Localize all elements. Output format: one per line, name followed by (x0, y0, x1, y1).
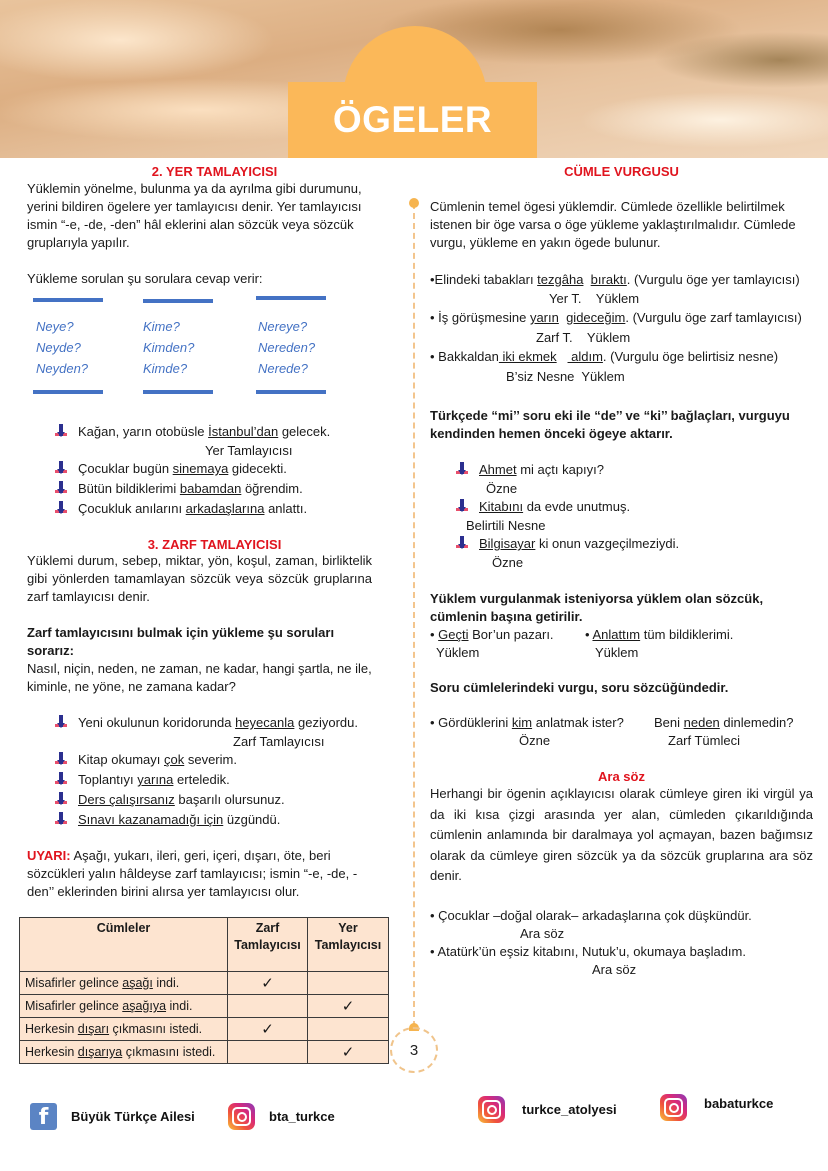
divider-bar (33, 298, 103, 302)
question-item: Neyden? (36, 361, 89, 376)
sentence-cell: Misafirler gelince aşağı indi. (20, 972, 228, 995)
arrow-bullet-icon (53, 812, 69, 826)
list-item: • Gördüklerini kim anlatmak ister? Özne (430, 715, 624, 748)
question-item: Kime? (143, 319, 180, 334)
yer-check-cell (308, 1018, 389, 1041)
question-item: Nereye? (258, 319, 308, 334)
list-item: Sınavı kazanamadığı için üzgündü. (53, 810, 372, 830)
zarf-questions-text: Nasıl, niçin, neden, ne zaman, ne kadar, hangi şartla, ne ile, kiminle, ne yöne, ne zamana kadar? (27, 661, 372, 694)
list-item: • Bakkaldan iki ekmek aldım. (Vurgulu öge belirtisiz nesne) (430, 349, 779, 364)
column-header: Cümleler (20, 918, 228, 972)
question-column-nere (258, 316, 315, 379)
ara-soz-definition: Herhangi bir ögenin açıklayıcısı olarak cümleye giren iki virgül ya da iki kısa çizgi arasında yer alan, cümleden çıkarıldığında cümlenin anlamında bir daralmaya yol açmayan, bazen bağımsız olarak da cümleye giren sözcük ya da sözcük gruplarına ara söz denir. (430, 786, 813, 883)
comparison-table (19, 917, 389, 1064)
instagram-icon (660, 1094, 687, 1121)
list-item: • Atatürk’ün eşsiz kitabını, Nutuk’u, okumaya başladım. (430, 943, 746, 959)
footer-label: Büyük Türkçe Ailesi (71, 1109, 195, 1124)
page-number: 3 (409, 1041, 419, 1059)
arrow-bullet-icon (454, 536, 470, 550)
element-label: Yüklem (436, 645, 480, 660)
table-row (20, 1041, 389, 1064)
left-column (25, 164, 382, 1064)
questions-intro: Yükleme sorulan şu sorulara cevap verir: (27, 271, 263, 286)
ara-soz-examples (430, 907, 813, 979)
element-label: Ara söz (520, 925, 565, 941)
right-column (430, 164, 813, 979)
element-label: Ara söz (592, 961, 637, 977)
arrow-bullet-icon (454, 462, 470, 476)
list-item: Ahmet mi açtı kapıyı? (454, 460, 813, 480)
zarf-check-cell: ✓ (228, 972, 308, 995)
divider-bar (33, 390, 103, 394)
list-item: Kağan, yarın otobüsle İstanbul’dan gelecek. (53, 422, 372, 442)
list-item: • Çocuklar –doğal olarak– arkadaşlarına çok düşkündür. (430, 907, 752, 923)
yer-examples-list (53, 422, 372, 519)
question-item: Neye? (36, 319, 74, 334)
list-item: Toplantıyı yarına erteledik. (53, 770, 372, 790)
question-item: Kimde? (143, 361, 188, 376)
table-row (20, 995, 389, 1018)
footer-instagram-bta[interactable] (228, 1103, 335, 1130)
sentence-cell: Herkesin dışarıya çıkmasını istedi. (20, 1041, 228, 1064)
table-row (20, 1018, 389, 1041)
section-heading-cumle-vurgusu: CÜMLE VURGUSU (564, 164, 679, 179)
zarf-examples-list (53, 713, 372, 830)
list-item: Beni neden dinlemedin? Zarf Tümleci (654, 715, 794, 748)
instagram-icon (478, 1096, 505, 1123)
element-label: Yüklem (595, 645, 639, 660)
element-label: Özne (492, 555, 524, 570)
rule-mi-de-ki: Türkçede “mi’’ soru eki ile “de’’ ve “ki’’ bağlaçları, vurguyu kendinden hemen önceki ögeye aktarır. (430, 408, 790, 441)
section-heading-yer-tamlayicisi: 2. YER TAMLAYICISI (151, 164, 278, 179)
list-item: Çocukluk anılarını arkadaşlarına anlattı. (53, 499, 372, 519)
list-item: • İş görüşmesine yarın gideceğim. (Vurgulu öge zarf tamlayıcısı) (430, 310, 802, 325)
yer-check-cell: ✓ (308, 1041, 389, 1064)
vurgu-definition: Cümlenin temel ögesi yüklemdir. Cümlede özellikle belirtilmek istenen bir öge varsa o öge yükleme yaklaştırılmalıdır. Cümlede vurgu, yükleme en yakın ögede bulunur. (430, 199, 796, 250)
element-label: Özne (519, 733, 551, 748)
question-column-ne (36, 316, 88, 379)
page-title: ÖGELER (332, 99, 493, 140)
arrow-bullet-icon (53, 461, 69, 475)
yer-tamlayicisi-definition: Yüklemin yönelme, bulunma ya da ayrılma gibi durumunu, yerini bildiren ögelere yer tamlayıcısı denir. Yer tamlayıcısı ismin “-e, -de, -den” hâl eklerini alan sözcük veya sözcük gruplarıyla yapılır. (27, 181, 362, 250)
element-label: Zarf Tümleci (668, 733, 740, 748)
list-item: Bütün bildiklerimi babamdan öğrendim. (53, 479, 372, 499)
instagram-icon (228, 1103, 255, 1130)
rule-yuklem: Yüklem vurgulanmak isteniyorsa yüklem olan sözcük, cümlenin başına getirilir. (430, 591, 764, 624)
page-number-badge (390, 1027, 438, 1073)
element-label: B’siz Nesne Yüklem (506, 369, 625, 384)
list-item: Bilgisayar ki onun vazgeçilmeziydi. (454, 534, 813, 554)
section-heading-zarf-tamlayicisi: 3. ZARF TAMLAYICISI (147, 537, 282, 552)
list-item: Çocuklar bugün sinemaya gidecekti. (53, 459, 372, 479)
zarf-check-cell (228, 995, 308, 1018)
element-label: Belirtili Nesne (466, 518, 546, 533)
mi-examples-list (454, 460, 813, 571)
arrow-bullet-icon (53, 792, 69, 806)
zarf-tamlayicisi-definition: Yüklemi durum, sebep, miktar, yön, koşul, zaman, birliktelik gibi yönlerden tamamlayan sözcük veya sözcük gruplarına zarf tamlayıcısı denir. (27, 553, 372, 604)
list-item: Kitap okumayı çok severim. (53, 750, 372, 770)
arrow-bullet-icon (53, 424, 69, 438)
rule-soru: Soru cümlelerindeki vurgu, soru sözcüğündedir. (430, 680, 729, 695)
arrow-bullet-icon (53, 481, 69, 495)
footer-instagram-atolye[interactable] (478, 1096, 617, 1123)
list-item: Kitabını da evde unutmuş. (454, 497, 813, 517)
column-header: Yer Tamlayıcısı (308, 918, 389, 972)
zarf-check-cell (228, 1041, 308, 1064)
arrow-bullet-icon (454, 499, 470, 513)
yer-check-cell: ✓ (308, 995, 389, 1018)
question-item: Neyde? (36, 340, 81, 355)
vurgu-examples (430, 270, 813, 385)
element-label: Özne (486, 481, 518, 496)
question-grid (27, 294, 372, 406)
sentence-cell: Herkesin dışarı çıkmasını istedi. (20, 1018, 228, 1041)
question-item: Nerede? (258, 361, 308, 376)
footer-label: turkce_atolyesi (522, 1102, 617, 1117)
divider-bar (256, 296, 326, 300)
list-item: Yeni okulunun koridorunda heyecanla geziyordu. (53, 713, 372, 733)
header-banner (0, 0, 828, 158)
list-item: • Anlattım tüm bildiklerimi. Yüklem (585, 627, 734, 660)
column-header: Zarf Tamlayıcısı (228, 918, 308, 972)
soru-examples (430, 714, 813, 752)
zarf-questions-heading: Zarf tamlayıcısını bulmak için yükleme şu soruları sorarız: (27, 625, 335, 658)
zarf-check-cell: ✓ (228, 1018, 308, 1041)
title-box (288, 82, 537, 158)
question-item: Kimden? (143, 340, 195, 355)
divider-dot (409, 198, 419, 208)
list-item: • Geçti Bor’un pazarı. Yüklem (430, 627, 554, 660)
warning-label: UYARI: (27, 848, 71, 863)
element-label: Yer Tamlayıcısı (205, 443, 293, 458)
element-label: Zarf T. Yüklem (536, 330, 631, 345)
divider-bar (143, 390, 213, 394)
divider-bar (143, 299, 213, 303)
sentence-cell: Misafirler gelince aşağıya indi. (20, 995, 228, 1018)
list-item: Ders çalışırsanız başarılı olursunuz. (53, 790, 372, 810)
question-column-kim (143, 316, 194, 379)
divider-bar (256, 390, 326, 394)
footer-label: bta_turkce (269, 1109, 335, 1124)
footer-facebook[interactable] (30, 1103, 195, 1130)
arrow-bullet-icon (53, 501, 69, 515)
element-label: Zarf Tamlayıcısı (233, 734, 325, 749)
facebook-icon: f (30, 1103, 57, 1130)
yuklem-examples (430, 626, 813, 662)
question-item: Nereden? (258, 340, 316, 355)
footer-label: babaturkce (704, 1096, 774, 1111)
section-heading-ara-soz: Ara söz (598, 769, 645, 784)
center-divider (413, 203, 415, 1027)
list-item: •Elindeki tabakları tezgâha bıraktı. (Vurgulu öge yer tamlayıcısı) (430, 272, 800, 287)
arrow-bullet-icon (53, 715, 69, 729)
footer-instagram-babaturkce[interactable] (660, 1094, 773, 1121)
yer-check-cell (308, 972, 389, 995)
table-row (20, 972, 389, 995)
table-header-row (20, 918, 389, 972)
arrow-bullet-icon (53, 772, 69, 786)
arrow-bullet-icon (53, 752, 69, 766)
warning-note: UYARI: Aşağı, yukarı, ileri, geri, içeri, dışarı, öte, beri sözcükleri yalın hâldeyse zarf tamlayıcısı; ismin “-e, -de, -den’’ eklerinden birini alırsa yer tamlayıcısı olur. (27, 848, 358, 899)
element-label: Yer T. Yüklem (549, 291, 640, 306)
